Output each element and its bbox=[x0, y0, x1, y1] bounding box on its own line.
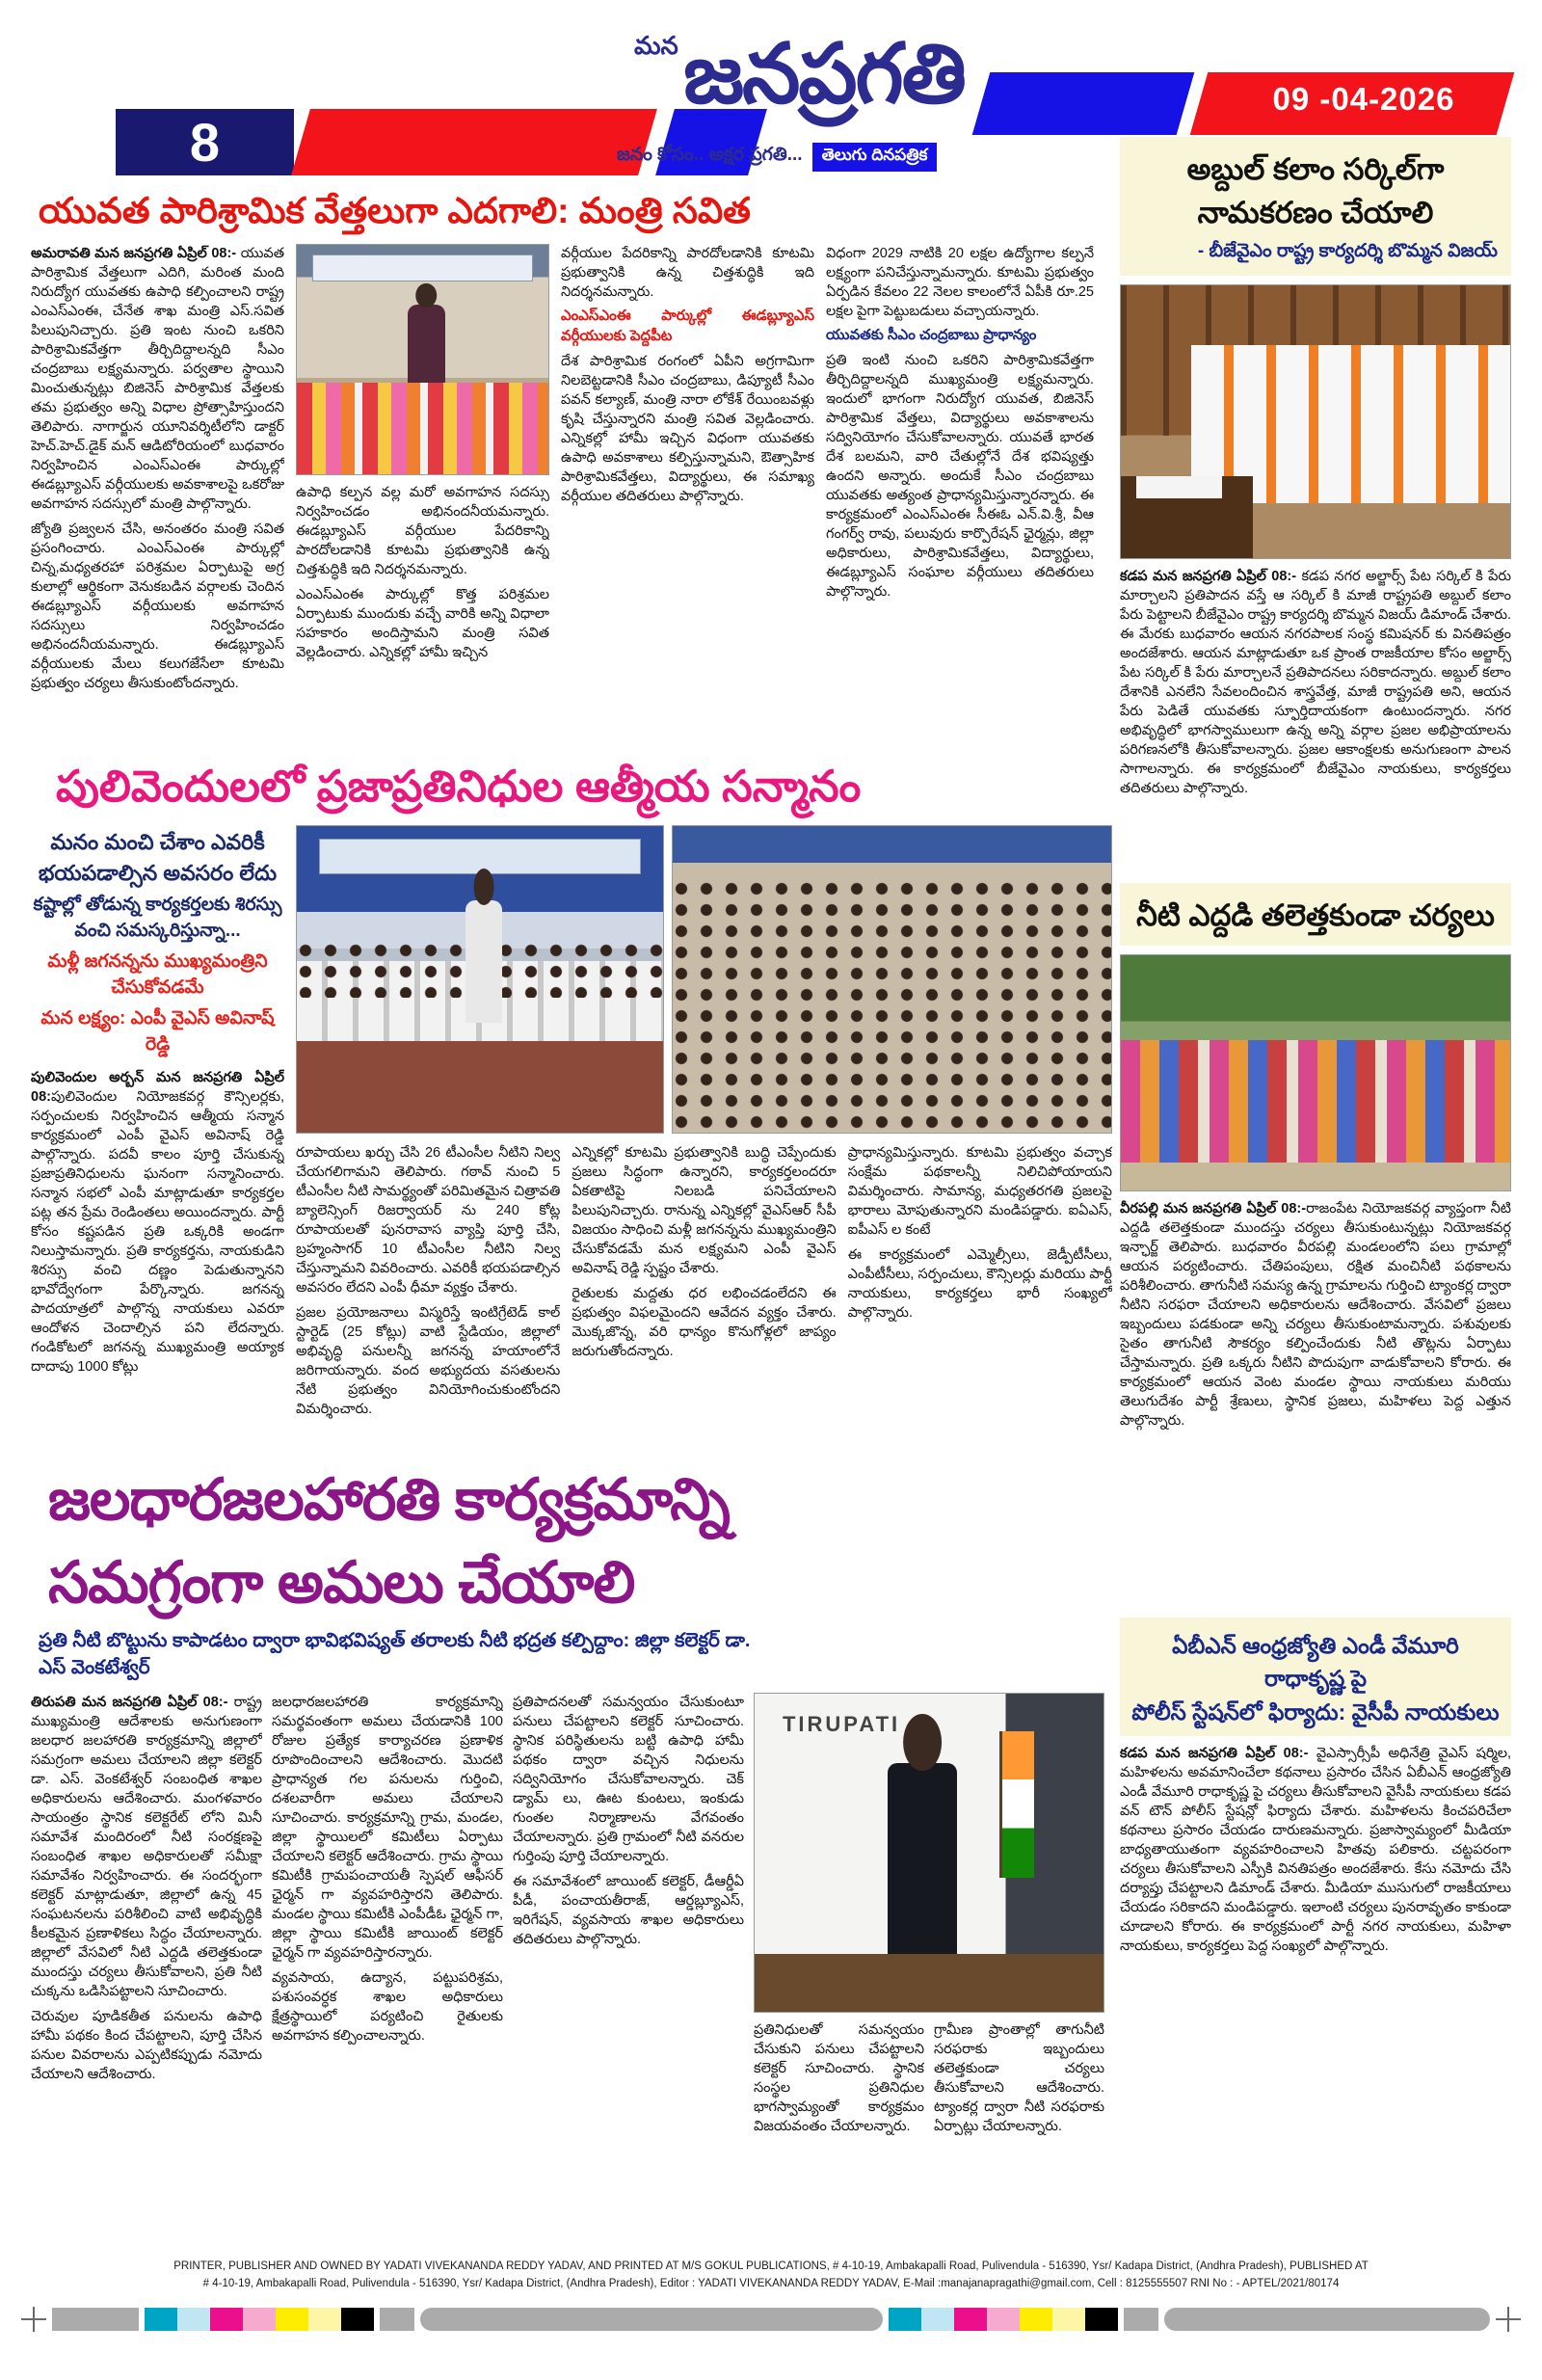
article-honor bbox=[31, 760, 1112, 1454]
body-text: రైతులకు మద్దతు ధర లభించడంలేదని ఈ ప్రభుత్వం విఫలమైందని ఆవేదన వ్యక్తం చేశారు. మొక్కజొన్న, వరి ధాన్యం కొనుగోళ్లలో జాప్యం జరుగుతోందన్నారు. bbox=[572, 1286, 837, 1360]
photo-honor-stage bbox=[296, 825, 664, 1134]
body-text: రూపాయలు ఖర్చు చేసి 26 టీఎంసీల నీటిని నిల్వ చేయగలిగామని తెలిపారు. గఠావ్ నుంచి 5 టీఎంసీల నీటి సామర్థ్యంతో పరిమితమైన చిత్రావతి బ్యాలెన్సింగ్ రిజర్వాయర్ ను 240 కోట్ల రూపాయలతో పునరావాస వ్యాప్తి పూర్తి చేసి, బ్రహ్మంసాగర్ 10 టీఎంసీల నీటిని నిల్వ చేస్తున్నామని వివరించారు. ఎవరికీ భయపడాల్సిన అవసరం లేదని ఎంపీ ధీమా వ్యక్తం చేశారు. bbox=[296, 1145, 561, 1297]
calibration-chip bbox=[145, 2308, 177, 2331]
dateline: అమరావతి మన జనప్రగతి ఏప్రిల్ 08:- bbox=[31, 246, 237, 262]
body-text: రాష్ట్ర ముఖ్యమంత్రి ఆదేశాలకు అనుగుణంగా జలధార జలహారతి కార్యక్రమాన్ని జిల్లాలో సమగ్రంగా అమలు చేయాలని జిల్లా కలెక్టర్ డా. ఎస్. వెంకటేశ్వర్ సంబంధిత శాఖల అధికారులను ఆదేశించారు. మంగళవారం సాయంత్రం స్థానిక కలెక్టరేట్ లోని మినీ సమావేశ మందిరంలో నీటి సంరక్షణపై సంబంధిత శాఖల అధికారులతో సమీక్షా సమావేశం నిర్వహించారు. ఈ సందర్భంగా కలెక్టర్ మాట్లాడుతూ, జిల్లాలో ఉన్న 45 సంఘటనలను పరిశీలించి వాటి అభివృద్ధికి కీలకమైన ప్రణాళికలు సిద్ధం చేయాలన్నారు. జిల్లాలో వేసవిలో నీటి ఎద్దడి తలెత్తకుండా ముందస్తు చర్యలు తీసుకోవాలని, ప్రతి నీటి చుక్కను ఒడిసిపట్టాలని సూచించారు. bbox=[31, 1694, 262, 1999]
photo-saree-crowd bbox=[1121, 1040, 1510, 1163]
body-text: జ్యోతి ప్రజ్వలన చేసి, అనంతరం మంత్రి సవిత ప్రసంగించారు. ఎంఎస్ఎంఈ పార్కుల్లో చిన్న,మధ్యతరహా పరిశ్రమల ఏర్పాటుపై అగ్ర కులాల్లో ఆర్థికంగా వెనుకబడిన వర్గాలకు చెందిన ఈడబ్ల్యూఎస్ వర్గీయులకు అవగాహన సదస్సులు నిర్వహించడం అభినందనీయమన్నారు. ఈడబ్ల్యూఎస్ వర్గీయులకు మేలు కలుగజేసేలా కూటమి ప్రభుత్వం చర్యలు తీసుకుంటోందన్నారు. bbox=[31, 521, 284, 692]
sidebar2-headline: నీటి ఎద్దడి తలెత్తకుండా చర్యలు bbox=[1136, 897, 1495, 932]
jaladhara-column-4 bbox=[754, 2020, 924, 2221]
body-text: ప్రతిపాదనలతో సమన్వయం చేసుకుంటూ పనులు చేపట్టాలని కలెక్టర్ సూచించారు. స్థానిక పరిస్థితులను బట్టి ఉపాధి హామీ పథకం ద్వారా వచ్చిన నిధులను సద్వినియోగం చేసుకోవాలన్నారు. చెక్ డ్యామ్ లు, ఊట కుంటలు, ఇంకుడు గుంతల నిర్మాణాలను వేగవంతం చేయాలన్నారు. ప్రతి గ్రామంలో నీటి వనరుల గుర్తింపు పూర్తి చేయాలన్నారు. bbox=[513, 1694, 744, 1864]
jaladhara-headline-line2: సమగ్రంగా అమలు చేయాలి bbox=[48, 1549, 635, 1615]
jaladhara-column-1 bbox=[31, 1693, 262, 2221]
photo-overlay-text: TIRUPATI bbox=[782, 1712, 901, 1737]
dateline: వీరపల్లి మన జనప్రగతి ఏప్రిల్ 08:- bbox=[1120, 1200, 1307, 1217]
sidebar3-headline-line1: ఏబీఎన్ ఆంధ్రజ్యోతి ఎండీ వేమూరి రాధాకృష్ణ పై bbox=[1172, 1632, 1459, 1692]
sidebar3-body bbox=[1120, 1744, 1511, 2197]
body-text: ఎంఎస్ఎంఈ పార్కుల్లో కొత్త పరిశ్రమల ఏర్పాటుకు ముందుకు వచ్చే వారికి అన్ని విధాలా సహకారం అందిస్తామని మంత్రి సవిత వెల్లడించారు. ఎన్నికల్లో హామీ ఇచ్చిన bbox=[296, 587, 549, 661]
india-flag bbox=[999, 1731, 1034, 1878]
lead-inline-subhead-navy: యువతకు సీఎం చంద్రబాబు ప్రాధాన్యం bbox=[826, 327, 1037, 344]
lead-column-4 bbox=[826, 244, 1094, 745]
masthead-tagline: జనం కోసం.. అక్షర ప్రగతి... bbox=[617, 145, 803, 165]
calibration-chip bbox=[276, 2308, 308, 2331]
calibration-chip bbox=[1020, 2308, 1052, 2331]
lead-headline: యువత పారిశ్రామిక వేత్తలుగా ఎదగాలి: మంత్రి సవిత bbox=[39, 191, 751, 230]
photo-flower-garland bbox=[297, 383, 548, 474]
body-text: ప్రాధాన్యమిస్తున్నారు. కూటమి ప్రభుత్వం వచ్చాక సంక్షేమ పథకాలన్నీ నిలిచిపోయాయని విమర్శించారు. సామాన్య, మధ్యతరగతి ప్రజలపై భారాలు మోపుతున్నారని మండిపడ్డారు. ఐఏఎస్, ఐపీఎస్ ల కంటే bbox=[847, 1145, 1112, 1239]
body-text: ఎన్నికల్లో కూటమి ప్రభుత్వానికి బుద్ధి చెప్పేందుకు ప్రజలు సిద్ధంగా ఉన్నారని, కార్యకర్తలందరూ ఏకతాటిపై నిలబడి పనిచేయాలని పిలుపునిచ్చారు. రానున్న ఎన్నికల్లో వైఎస్ఆర్ సీపీ విజయం సాధించి మళ్లీ జగనన్నను ముఖ్యమంత్రిని చేసుకోవడమే మన లక్ష్యమని ఎంపీ వైఎస్ అవినాష్ రెడ్డి స్పష్టం చేశారు. bbox=[572, 1145, 837, 1277]
dateline: తిరుపతి మన జనప్రగతి ఏప్రిల్ 08:- bbox=[31, 1694, 228, 1710]
calibration-gray-segment bbox=[380, 2308, 414, 2331]
imprint-footer bbox=[0, 2258, 1542, 2293]
imprint-line-2: # 4-10-19, Ambakapalli Road, Pulivendula - 516390, Ysr/ Kadapa District, (Andhra Pradesh), Editor : YADATI VIVEKANANDA REDDY YADAV, E-Mail :manajanapragathi@gmail.com, Cell : 8125555507 RNI No : - APTEL/2021/80174 bbox=[202, 2278, 1340, 2290]
honor-intro-block bbox=[31, 827, 284, 1057]
body-text: ఈ సమావేశంలో జాయింట్ కలెక్టర్, డీఆర్డీఏ పీడీ, పంచాయతీరాజ్, ఆర్డబ్ల్యూఎస్, ఇరిగేషన్, వ్యవసాయ శాఖల అధికారులు తదితరులు పాల్గొన్నారు. bbox=[513, 1873, 744, 1947]
honor-column-2 bbox=[296, 1143, 560, 1444]
page-number-box bbox=[116, 109, 294, 175]
registration-cross-icon bbox=[1496, 2307, 1521, 2332]
sidebar1-body bbox=[1120, 567, 1511, 873]
honor-column-1 bbox=[31, 825, 284, 1444]
honor-intro-line: మనం మంచి చేశాం ఎవరికీ bbox=[50, 830, 265, 855]
photo-minister-speech bbox=[296, 244, 549, 475]
honor-photos bbox=[296, 825, 1112, 1134]
photo-papers bbox=[1136, 476, 1222, 498]
body-text: దేశ పారిశ్రామిక రంగంలో ఏపీని అగ్రగామిగా నిలబెట్టడానికి సీఎం చంద్రబాబు, డిప్యూటీ సీఎం పవన్ కల్యాణ్, మంత్రి నారా లోకేశ్ రేయింబవళ్లు కృషి చేస్తున్నారని మంత్రి సవిత వెల్లడించారు. ఎన్నికల్లో హామీ ఇచ్చిన విధంగా యువతకు ఉపాధి అవకాశాలు కల్పిస్తున్నామని, ఔత్సాహిక పారిశ్రామికవేత్తలు, విద్యార్థులు, ఈ సమాఖ్య వర్గీయుల తదితరులు పాల్గొన్నారు. bbox=[561, 354, 814, 505]
sidebar3-headline-line2: పోలీస్ స్టేషన్‌లో ఫిర్యాదు: వైసీపీ నాయకులు bbox=[1131, 1698, 1500, 1725]
lead-column-3 bbox=[561, 244, 814, 745]
calibration-chip bbox=[1052, 2308, 1085, 2331]
honor-column-4 bbox=[848, 1143, 1112, 1444]
jaladhara-headline-line1: జలధారజలహారతి కార్యక్రమాన్ని bbox=[48, 1467, 730, 1532]
masthead-prefix: మన bbox=[634, 31, 678, 60]
body-text: వర్గీయుల పేదరికాన్ని పారదోలడానికి కూటమి ప్రభుత్వానికి ఉన్న చిత్తశుద్ధికి ఇది నిదర్శనమన్నారు. bbox=[561, 246, 814, 301]
photo-desk bbox=[755, 1954, 1103, 2011]
photo-speaker-figure bbox=[465, 900, 502, 1023]
calibration-chip bbox=[177, 2308, 210, 2331]
honor-intro-line-red: మళ్లీ జగనన్నను ముఖ్యమంత్రిని చేసుకోవడమే bbox=[47, 951, 268, 998]
sidebar-headline-box-3 bbox=[1120, 1618, 1511, 1737]
body-text: వ్యవసాయ, ఉద్యాన, పట్టుపరిశ్రమ, పశుసంవర్ధక శాఖల అధికారులు క్షేత్రస్థాయిలో పర్యటించి రైతులకు అవగాహన కల్పించాలన్నారు. bbox=[272, 1969, 503, 2044]
registration-cross-icon bbox=[21, 2307, 46, 2332]
calibration-chip bbox=[987, 2308, 1020, 2331]
article-lead bbox=[31, 188, 1112, 755]
lead-inline-subhead-red: ఎంఎస్ఎంఈ పార్కుల్లో ఈడబ్ల్యూఎస్ వర్గీయులకు పెద్దపీట bbox=[561, 308, 814, 345]
dateline: కడప మన జనప్రగతి ఏప్రిల్ 08:- bbox=[1120, 1746, 1309, 1762]
body-text: ప్రజల ప్రయోజనాలు విస్మరిస్తే ఇంటిగ్రేటెడ్ కాల్ స్టార్టెడ్ (25 కోట్లు) వాటి స్టేడియం, జిల్లాలో అభివృద్ధి పనులన్నీ జగనన్న హయాంలోనే జరిగాయన్నారు. వంద అభ్యుదయ వసతులను నేటి ప్రభుత్వం వినియోగించుకుంటోందని విమర్శించారు. bbox=[296, 1305, 561, 1418]
jaladhara-column-2 bbox=[272, 1693, 503, 2221]
photo-village-group bbox=[1120, 954, 1511, 1191]
honor-intro-line-red: మన లక్ష్యం: ఎంపీ వైఎస్ అవినాష్ రెడ్డి bbox=[40, 1008, 275, 1055]
calibration-color-chips bbox=[889, 2308, 1118, 2331]
body-text: ఈ కార్యక్రమంలో ఎమ్మెల్సీలు, జెడ్పీటీసీలు, ఎంపీటీసీలు, సర్పంచులు, కౌన్సిలర్లు మరియు పార్టీ నాయకులు, కార్యకర్తలు భారీ సంఖ్యలో పాల్గొన్నారు. bbox=[847, 1247, 1112, 1322]
body-text: విధంగా 2029 నాటికి 20 లక్షల ఉద్యోగాల కల్పనే లక్ష్యంగా పనిచేస్తున్నామన్నారు. కూటమి ప్రభుత్వం ఏర్పడిన కేవలం 22 నెలల కాలంలోనే ఏపీకి రూ.25 లక్షల పైగా పెట్టుబడులు వచ్చాయన్నారు. bbox=[826, 246, 1094, 320]
calibration-gray-segment bbox=[1164, 2308, 1490, 2331]
edition-date: 09 -04-2026 bbox=[1272, 81, 1455, 117]
photo-memorandum-office bbox=[1120, 284, 1511, 559]
body-text: ఉపాధి కల్పన వల్ల మరో అవగాహన సదస్సు నిర్వహించడం అభినందనీయమన్నారు. ఈడబ్ల్యూఎస్ వర్గీయుల పేదరికాన్ని పారదోలడానికి కూటమి ప్రభుత్వానికి ఉన్న చిత్తశుద్ధికి ఇది నిదర్శనమన్నారు. bbox=[296, 485, 549, 578]
imprint-line-1: PRINTER, PUBLISHER AND OWNED BY YADATI VIVEKANANDA REDDY YADAV, AND PRINTED AT M/S GOKUL PUBLICATIONS, # 4-10-19, Ambakapalli Road, Pulivendula - 516390, Ysr/ Kadapa District, (Andhra Pradesh), PUBLISHED AT bbox=[173, 2260, 1369, 2272]
photo-honor-audience bbox=[672, 825, 1112, 1134]
sidebar-headline-box-2 bbox=[1120, 883, 1511, 946]
calibration-chip bbox=[210, 2308, 243, 2331]
photo-audience-crowd bbox=[673, 881, 1111, 1133]
honor-intro-line: కష్టాల్లో తోడున్న కార్యకర్తలకు శిరస్సు వంచి సమస్కరిస్తున్నా... bbox=[33, 895, 282, 941]
honor-headline: పులివెందులలో ప్రజాప్రతినిధుల ఆత్మీయ సన్మానం bbox=[56, 762, 862, 811]
calibration-chip bbox=[1085, 2308, 1118, 2331]
body-text: జలధారజలహారతి కార్యక్రమాన్ని సమర్థవంతంగా అమలు చేయడానికి 100 రోజుల ప్రత్యేక కార్యాచరణ ప్రణాళిక రూపొందించాలని ఆదేశించారు. మొదటి ప్రాధాన్యత గల పనులను గుర్తించి, దశలవారీగా అమలు చేయాలని సూచించారు. కార్యక్రమాన్ని గ్రామ, మండల, జిల్లా స్థాయిలలో కమిటీలు ఏర్పాటు చేయాలని కలెక్టర్ ఆదేశించారు. గ్రామ స్థాయి కమిటీకి గ్రామపంచాయతీ స్పెషల్ ఆఫీసర్ ఛైర్మన్ గా వ్యవహరిస్తారని తెలిపారు. మండల స్థాయి కమిటీకి ఎంపీడీఓ ఛైర్మన్ గా, జిల్లా స్థాయి కమిటీకి జాయింట్ కలెక్టర్ ఛైర్మన్ గా వ్యవహరిస్తారన్నారు. bbox=[272, 1694, 503, 1961]
photo-collector-tirupati bbox=[754, 1693, 1104, 2013]
sidebar2-body bbox=[1120, 1199, 1511, 1608]
jaladhara-column-5 bbox=[934, 2020, 1104, 2221]
masthead-subline bbox=[617, 143, 937, 172]
photo-speaker-figure bbox=[408, 305, 445, 388]
jaladhara-subhead: ప్రతి నీటి బొట్టును కాపాడటం ద్వారా భావిభవిష్యత్ తరాలకు నీటి భద్రత కల్పిద్దాం: జిల్లా కలెక్టర్ డా. ఎస్ వెంకటేశ్వర్ bbox=[39, 1629, 751, 1678]
body-text: యువత పారిశ్రామిక వేత్తలుగా ఎదిగి, మరింత మంది నిరుద్యోగ యువతకు ఉపాధి కల్పించాలని రాష్ట్ర ఎంఎస్ఎంఈ, చేనేత శాఖ మంత్రి ఎస్.సవిత పిలుపునిచ్చారు. ప్రతి ఇంట నుంచి ఒకరిని పారిశ్రామికవేత్తగా తీర్చిదిద్దాలన్నది సీఎం చంద్రబాబు లక్ష్యమన్నారు. పర్వతాల స్థాయిని మించుతున్నట్లు బిజినెస్ పారిశ్రామిక వేత్తలకు తమ ప్రభుత్వం అన్ని విధాల ప్రోత్సాహిస్తుందని తెలిపారు. నాగార్జున యూనివర్శిటీలోని డాక్టర్ హెచ్.హెచ్.డైక్ మన్ ఆడిటోరియంలో బుధవారం నిర్వహించిన ఎంఎస్ఎంఈ పార్కుల్లో ఈడబ్ల్యూఎస్ వర్గీయులకు అవకాశాలపై ఒకరోజు అవగాహన సదస్సులో మంత్రి పాల్గొన్నారు. bbox=[31, 246, 284, 513]
calibration-chip bbox=[243, 2308, 276, 2331]
sidebar1-headline-line1: అబ్దుల్ కలాం సర్కిల్‌గా bbox=[1186, 152, 1445, 186]
calibration-chip bbox=[889, 2308, 921, 2331]
sidebar1-headline-line2: నామకరణం చేయాలి bbox=[1197, 195, 1434, 229]
calibration-chip bbox=[921, 2308, 954, 2331]
honor-intro-line: భయపడాల్సిన అవసరం లేదు bbox=[38, 861, 278, 886]
body-text: పులివెందుల నియోజకవర్గ కౌన్సిలర్లకు, సర్పంచులకు నిర్వహించిన ఆత్మీయ సన్మాన కార్యక్రమంలో ఎంపీ వైఎస్ అవినాష్ రెడ్డి పాల్గొన్నారు. పదవీ కాలం పూర్తి చేసుకున్న ప్రజాప్రతినిధులను ఘనంగా సన్మానించారు. సన్మాన సభలో ఎంపీ మాట్లాడుతూ కార్యకర్తల పట్ల తన ప్రేమ రెండింతలు అయిందన్నారు. పార్టీ కోసం కష్టపడిన ప్రతి ఒక్కరికి అండగా నిలుస్తామన్నారు. ప్రతి కార్యకర్తను, నాయకుడిని శిరస్సు వంచి దణ్ణం పెడుతున్నానని భావోద్వేగంగా పేర్కొన్నారు. జగనన్న పాదయాత్రలో పాల్గొన్న నాయకులు ఎవరూ ఆందోళన చెందాల్సిన పని లేదన్నారు. గండికోటలో జగనన్న ముఖ్యమంత్రి అయ్యాక దాదాపు 1000 కోట్లు bbox=[31, 1088, 284, 1375]
dateline: కడప మన జనప్రగతి ఏప్రిల్ 08:- bbox=[1120, 568, 1297, 584]
calibration-chip bbox=[341, 2308, 374, 2331]
body-text: ప్రతి ఇంటి నుంచి ఒకరిని పారిశ్రామికవేత్తగా తీర్చిదిద్దాలన్నది ముఖ్యమంత్రి లక్ష్యమన్నారు. ఇందులో భాగంగా నిరుద్యోగ యువత, బిజినెస్ పారిశ్రామిక వేత్తలు, విద్యార్థులు అవకాశాలను సద్వినియోగం చేసుకోవాలన్నారు. యువతే భారత దేశ బలమని, వారి చేతుల్లోనే దేశ భవిష్యత్తు ఉందని అన్నారు. అందుకే సీఎం చంద్రబాబు యువతకు అత్యంత ప్రాధాన్యమిస్తున్నారన్నారు. ఈ కార్యక్రమంలో ఎంఎస్ఎంఈ సీఈఓ ఎన్.వి.శ్రీ, వీఆ గంగర్వ్ రావు, పలువురు కార్పొరేషన్ ఛైర్మన్లు, జిల్లా అధికారులు, పారిశ్రామికవేత్తలు, విద్యార్థులు, ఈడబ్ల్యూఎస్ సంఘాల వర్గీయులు తదితరులు పాల్గొన్నారు. bbox=[826, 353, 1094, 601]
article-jaladhara bbox=[31, 1461, 1112, 2252]
masthead bbox=[598, 27, 1050, 122]
edition-label: తెలుగు దినపత్రిక bbox=[812, 143, 938, 172]
dateline: పులివెందుల అర్బన్ మన జనప్రగతి ఏప్రిల్ 08: bbox=[31, 1069, 284, 1105]
body-text: గ్రామీణ ప్రాంతాల్లో తాగునీటి సరఫరాకు ఇబ్బందులు తలెత్తకుండా చర్యలు తీసుకోవాలని ఆదేశించారు. ట్యాంకర్ల ద్వారా నీటి సరఫరాకు ఏర్పాట్లు చేయాలన్నారు. bbox=[934, 2021, 1104, 2134]
sidebar-headline-box-1 bbox=[1120, 137, 1511, 276]
photo-collector-figure bbox=[888, 1763, 957, 1954]
photo-banner bbox=[312, 254, 534, 281]
body-text: చెరువుల పూడికతీత పనులను ఉపాధి హామీ పథకం కింద చేపట్టాలని, పూర్తి చేసిన పనుల వివరాలను ఎప్పటికప్పుడు నమోదు చేయాలని ఆదేశించారు. bbox=[31, 2008, 262, 2082]
calibration-chip bbox=[954, 2308, 987, 2331]
calibration-gray-segment bbox=[1124, 2308, 1158, 2331]
masthead-title: జనప్రగతి bbox=[683, 28, 965, 120]
sidebar-column bbox=[1120, 137, 1511, 2250]
body-text: కడప నగర అల్జార్స్ పేట సర్కిల్ కి పేరు మార్చాలని ప్రతిపాదన వస్తే ఆ సర్కిల్ కి మాజీ రాష్ట్రపతి అబ్దుల్ కలాం పేరు పెట్టాలని బీజేవైఎం రాష్ట్ర కార్యదర్శి బొమ్మన విజయ్ డిమాండ్ చేశారు. ఈ మేరకు బుధవారం ఆయన నగరపాలక సంస్థ కమిషనర్ కు వినతిపత్రం అందజేశారు. ఆయన మాట్లాడుతూ ఒక ప్రాంత రాజకీయాల కోసం అల్జార్స్ పేట సర్కిల్ కి పేరు మార్చాలనే ప్రతిపాదనలు సరికాదన్నారు. అబ్దుల్ కలాం దేశానికి ఎనలేని సేవలందించిన శాస్త్రవేత్త, మాజీ రాష్ట్రపతి అని, ఆయన పేరు పెడితే యువతకు స్ఫూర్తిదాయకంగా ఉంటుందన్నారు. నగర అభివృద్ధిలో భాగస్వాములుగా ఉన్న అన్ని వర్గాల ప్రజల అభిప్రాయాలను పరిగణనలోకి తీసుకోవాలన్నారు. ప్రజల ఆకాంక్షలకు అనుగుణంగా పాలన సాగాలన్నారు. ఈ కార్యక్రమంలో బీజేవైఎం నాయకులు, కార్యకర్తలు తదితరులు పాల్గొన్నారు. bbox=[1120, 568, 1511, 796]
body-text: రాజంపేట నియోజకవర్గ వ్యాప్తంగా నీటి ఎద్దడి తలెత్తకుండా ముందస్తు చర్యలు తీసుకుంటున్నట్లు నియోజకవర్గ ఇన్ఛార్జ్ తెలిపారు. బుధవారం వీరపల్లి మండలంలోని పలు గ్రామాల్లో ఆయన పర్యటించారు. చేతిపంపులు, రక్షిత మంచినీటి పథకాలను పరిశీలించారు. తాగునీటి సమస్య ఉన్న గ్రామాలను గుర్తించి ట్యాంకర్ల ద్వారా నీటిని సరఫరా చేయాలని అధికారులను ఆదేశించారు. వేసవిలో ప్రజలు ఇబ్బందులు పడకుండా అన్ని చర్యలు తీసుకుంటామన్నారు. పశువులకు సైతం తాగునీటి సౌకర్యం కల్పించేందుకు నీటి తొట్లను ఏర్పాటు చేస్తామన్నారు. ప్రతి ఒక్కరు నీటిని పొదుపుగా వాడుకోవాలని కోరారు. ఈ కార్యక్రమంలో ఆయన వెంట మండల స్థాయి నాయకులు మరియు తెలుగుదేశం పార్టీ శ్రేణులు, స్థానిక ప్రజలు, మహిళలు పెద్ద ఎత్తున పాల్గొన్నారు. bbox=[1120, 1200, 1511, 1429]
lead-column-1 bbox=[31, 244, 284, 745]
calibration-gray-segment bbox=[52, 2308, 139, 2331]
calibration-chip bbox=[308, 2308, 341, 2331]
page-number: 8 bbox=[189, 111, 221, 173]
sidebar1-byline: - బీజేవైఎం రాష్ట్ర కార్యదర్శి బొమ్మన విజయ్ bbox=[1197, 240, 1498, 261]
print-calibration-bar bbox=[21, 2307, 1521, 2332]
body-text: ప్రతినిధులతో సమన్వయం చేసుకుని పనులు చేపట్టాలని కలెక్టర్ సూచించారు. స్థానిక సంస్థల ప్రతినిధుల భాగస్వామ్యంతో కార్యక్రమం విజయవంతం చేయాలన్నారు. bbox=[754, 2021, 924, 2134]
calibration-gray-segment bbox=[420, 2308, 883, 2331]
calibration-color-chips bbox=[145, 2308, 374, 2331]
body-text: వైఎస్సార్సీపీ అధినేత్రి వైఎస్ షర్మిల, మహిళలను అవమానించేలా కథనాలు ప్రసారం చేసిన ఏబీఎన్ ఆంధ్రజ్యోతి ఎండీ వేమూరి రాధాకృష్ణ పై చర్యలు తీసుకోవాలని వైసీపీ నాయకులు కడప వన్ టౌన్ పోలీస్ స్టేషన్లో ఫిర్యాదు చేశారు. మహిళలను కించపరిచేలా కథనాలు ప్రసారం చేయడం దారుణమన్నారు. ప్రజాస్వామ్యంలో మీడియా బాధ్యతాయుతంగా వ్యవహరించాలని హితవు పలికారు. చట్టపరంగా చర్యలు తీసుకోవాలని ఎస్పీకి వినతిపత్రం అందజేశారు. కేసు నమోదు చేసి దర్యాప్తు చేపట్టాలని డిమాండ్ చేశారు. మీడియా ముసుగులో రాజకీయాలు చేయడం సరికాదని మండిపడ్డారు. ఇలాంటి చర్యలు పునరావృతం కాకుండా చూడాలని కోరారు. ఈ కార్యక్రమంలో పార్టీ నగర నాయకులు, మహిళా నాయకులు, కార్యకర్తలు పెద్ద సంఖ్యలో పాల్గొన్నారు. bbox=[1120, 1746, 1511, 1955]
lead-column-2 bbox=[296, 244, 549, 745]
jaladhara-column-3 bbox=[513, 1693, 744, 2221]
honor-column-3 bbox=[572, 1143, 836, 1444]
